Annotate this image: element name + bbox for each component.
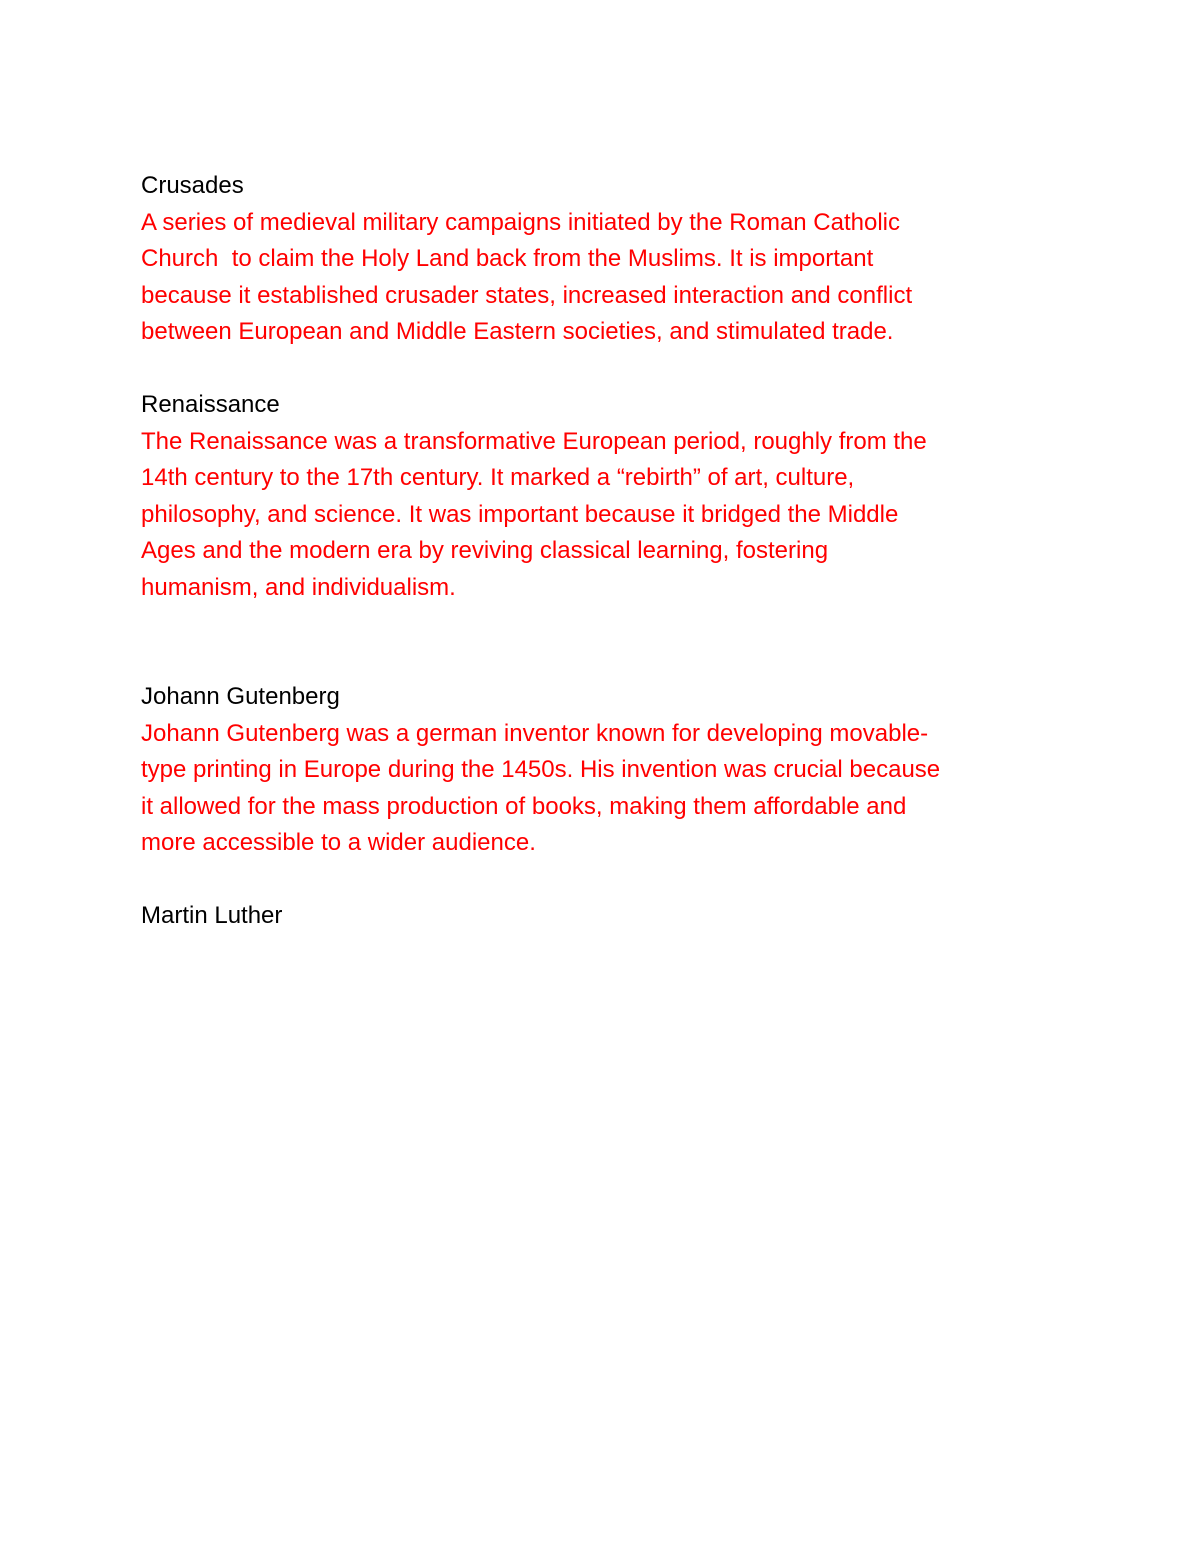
term-definition <box>141 205 1071 351</box>
definition-line: it allowed for the mass production of books, making them affordable and <box>141 792 907 820</box>
entry-renaissance <box>141 387 1071 606</box>
term-definition <box>141 716 1071 862</box>
entry-crusades <box>141 168 1071 351</box>
term-heading: Johann Gutenberg <box>141 683 340 710</box>
entry-martin-luther <box>141 898 1071 935</box>
definition-line: 14th century to the 17th century. It marked a “rebirth” of art, culture, <box>141 464 855 491</box>
term-heading: Crusades <box>141 172 244 199</box>
definition-line: A series of medieval military campaigns initiated by the Roman Catholic <box>141 208 901 236</box>
definition-line: The Renaissance was a transformative European period, roughly from the <box>141 427 927 455</box>
term-heading: Martin Luther <box>141 902 283 929</box>
paragraph-spacer <box>141 351 1071 388</box>
entry-johann-gutenberg <box>141 679 1071 862</box>
definition-line: because it established crusader states, increased interaction and conflict <box>141 281 913 309</box>
definition-line: philosophy, and science. It was important because it bridged the Middle <box>141 500 899 528</box>
term-heading: Renaissance <box>141 391 280 418</box>
paragraph-spacer <box>141 606 1071 679</box>
definition-line: Church to claim the Holy Land back from the Muslims. It is important <box>141 245 874 272</box>
paragraph-spacer <box>141 862 1071 899</box>
definition-line: Johann Gutenberg was a german inventor known for developing movable- <box>141 719 929 747</box>
definition-line: more accessible to a wider audience. <box>141 829 536 856</box>
definition-line: between European and Middle Eastern societies, and stimulated trade. <box>141 318 894 345</box>
definition-line: humanism, and individualism. <box>141 573 456 601</box>
definition-line: Ages and the modern era by reviving classical learning, fostering <box>141 537 829 564</box>
term-definition <box>141 424 1071 607</box>
definition-line: type printing in Europe during the 1450s. His invention was crucial because <box>141 756 941 783</box>
document-body <box>141 168 1071 935</box>
